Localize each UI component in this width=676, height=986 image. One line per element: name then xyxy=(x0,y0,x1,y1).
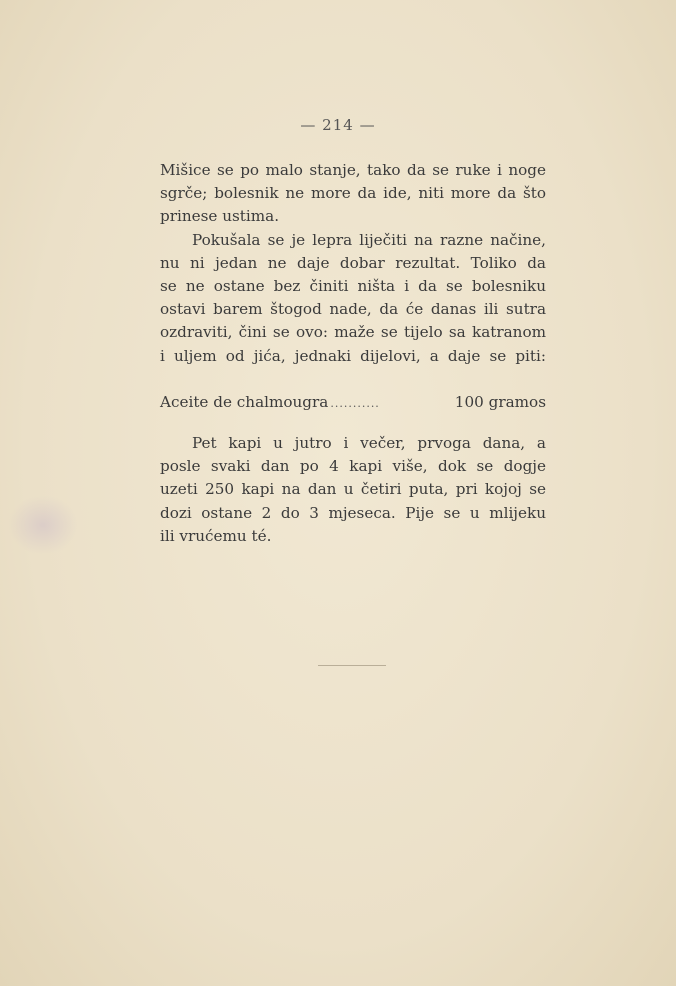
text-line: Pet kapi u jutro i večer, prvoga dana, a xyxy=(192,434,546,452)
text-line: uzeti 250 kapi na dan u četiri puta, pri kojoj se xyxy=(160,480,546,499)
paper-stain xyxy=(8,495,78,555)
recipe-leader-dots: ........... xyxy=(330,397,380,410)
text-line: prinese ustima. xyxy=(160,207,280,226)
text-line: ozdraviti, čini se ovo: maže se tijelo sa katranom xyxy=(160,323,546,342)
text-line: sgrče; bolesnik ne more da ide, niti more da što xyxy=(160,184,546,203)
recipe-amount: 100 gramos xyxy=(454,393,546,411)
text-line: Pokušala se je lepra liječiti na razne načine, xyxy=(192,230,546,249)
page-number: — 214 — xyxy=(300,116,376,134)
text-line: i uljem od jića, jednaki dijelovi, a daje se piti: xyxy=(160,346,546,365)
text-line: se ne ostane bez činiti ništa i da se bolesniku xyxy=(160,277,546,296)
recipe-line xyxy=(160,391,546,415)
paragraph-dosage xyxy=(160,432,546,548)
text-line: ostavi barem štogod nade, da će danas ili sutra xyxy=(160,300,546,319)
text-line: dozi ostane 2 do 3 mjeseca. Pije se u mlijeku xyxy=(160,503,546,522)
recipe-name: Aceite de chalmougra xyxy=(160,393,329,411)
text-line: ili vrućemu té. xyxy=(160,526,272,545)
text-line: posle svaki dan po 4 kapi više, dok se dogje xyxy=(160,457,546,476)
text-line: Mišice se po malo stanje, tako da se ruke i noge xyxy=(160,161,546,179)
section-divider xyxy=(318,665,386,666)
text-line: nu ni jedan ne daje dobar rezultat. Toliko da xyxy=(160,253,546,272)
paragraph-body xyxy=(160,159,546,368)
